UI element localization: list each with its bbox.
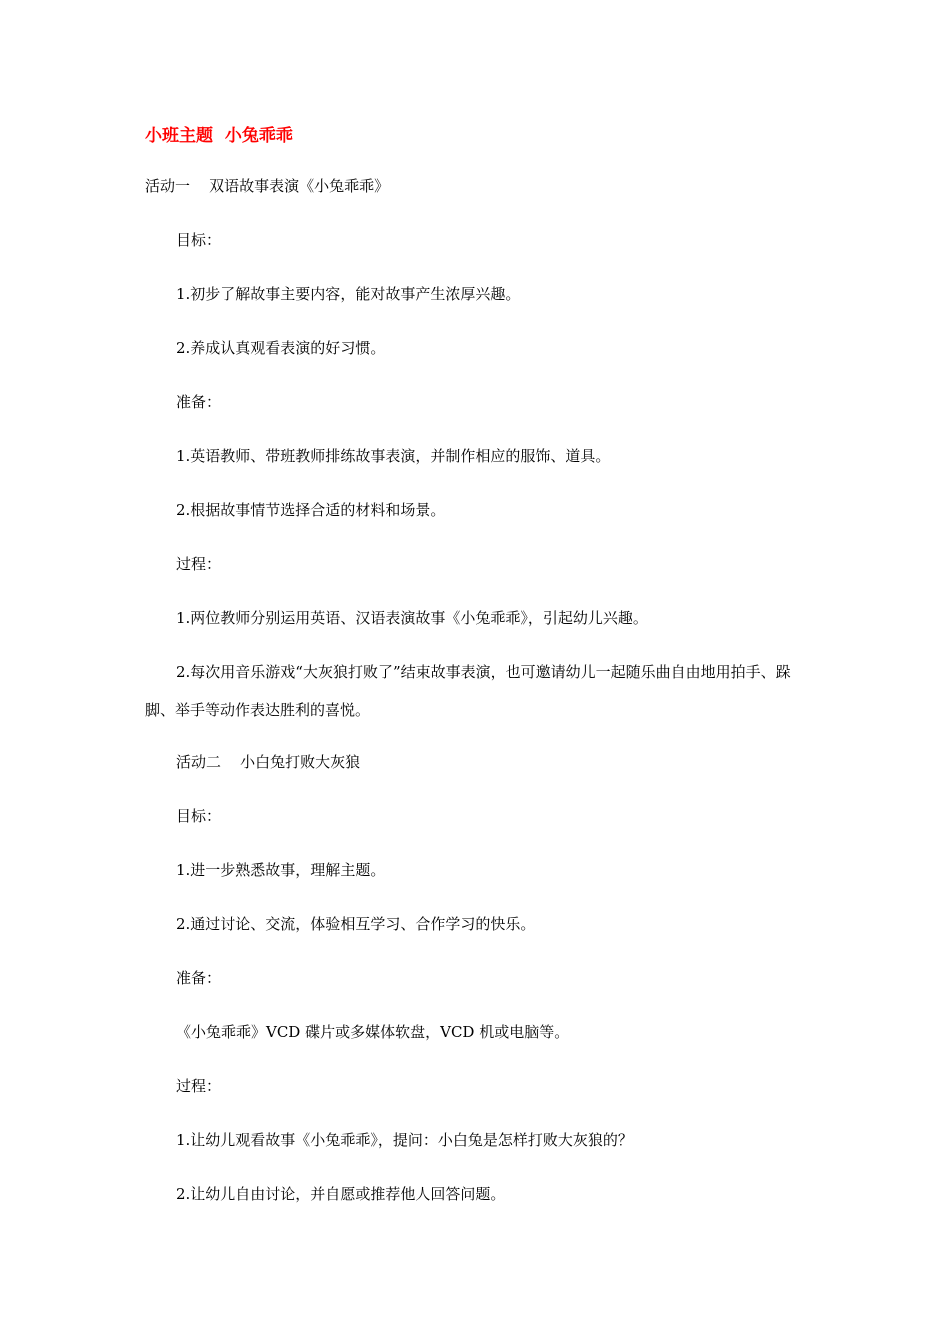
activity2-prep-label: 准备：	[176, 969, 222, 987]
activity1-prep-label: 准备：	[176, 393, 222, 411]
activity1-goal-2: 2.养成认真观看表演的好习惯。	[176, 339, 386, 357]
activity1-process-2: 2.每次用音乐游戏“大灰狼打败了”结束故事表演，也可邀请幼儿一起随乐曲自由地用拍手、跺脚、举手等动作表达胜利的喜悦。	[145, 663, 791, 719]
activity2-goal-label: 目标：	[176, 807, 222, 825]
activity1-heading: 活动一 双语故事表演《小兔乖乖》	[145, 177, 390, 195]
activity2-process-label: 过程：	[176, 1077, 222, 1095]
activity1-prep-2: 2.根据故事情节选择合适的材料和场景。	[176, 501, 446, 519]
activity2-goal-1: 1.进一步熟悉故事，理解主题。	[176, 861, 386, 879]
activity2-process-2: 2.让幼儿自由讨论，并自愿或推荐他人回答问题。	[176, 1185, 506, 1203]
activity2-heading: 活动二 小白兔打败大灰狼	[176, 753, 361, 771]
activity1-process-label: 过程：	[176, 555, 222, 573]
activity1-prep-1: 1.英语教师、带班教师排练故事表演，并制作相应的服饰、道具。	[176, 447, 611, 465]
activity2-process-1: 1.让幼儿观看故事《小兔乖乖》，提问：小白兔是怎样打败大灰狼的？	[176, 1131, 633, 1149]
document-title: 小班主题 小兔乖乖	[145, 126, 293, 146]
activity1-goal-1: 1.初步了解故事主要内容，能对故事产生浓厚兴趣。	[176, 285, 521, 303]
activity2-goal-2: 2.通过讨论、交流，体验相互学习、合作学习的快乐。	[176, 915, 536, 933]
activity2-prep-1: 《小兔乖乖》VCD 碟片或多媒体软盘，VCD 机或电脑等。	[176, 1023, 570, 1041]
activity1-goal-label: 目标：	[176, 231, 222, 249]
activity1-process-1: 1.两位教师分别运用英语、汉语表演故事《小兔乖乖》，引起幼儿兴趣。	[176, 609, 648, 627]
